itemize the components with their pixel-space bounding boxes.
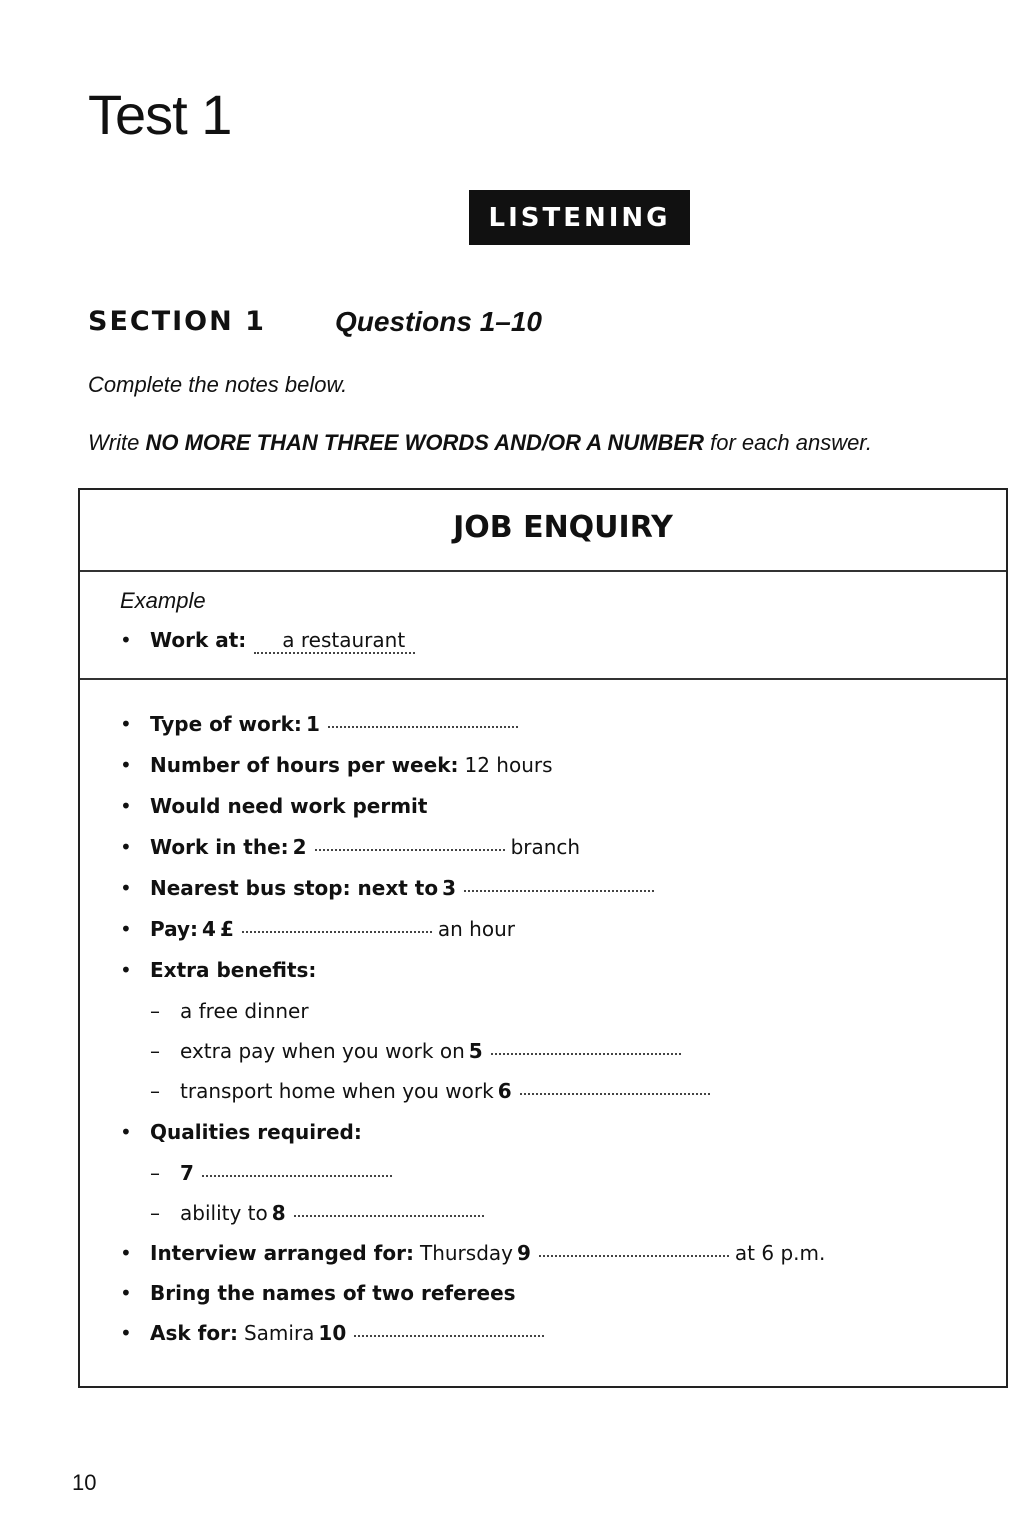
item-ask-for: • Ask for: Samira 10 (120, 1321, 544, 1345)
instruction-complete-notes: Complete the notes below. (88, 372, 348, 397)
notes-box (78, 488, 1008, 1388)
bullet-icon: • (120, 712, 132, 736)
answer-blank-3[interactable] (464, 890, 654, 892)
listening-banner: LISTENING (469, 190, 690, 245)
item-work-permit: • Would need work permit (120, 794, 428, 818)
bullet-icon: • (120, 1281, 132, 1305)
item-bus-stop: • Nearest bus stop: next to 3 (120, 876, 654, 900)
bullet-icon: • (120, 876, 132, 900)
bullet-icon: • (120, 835, 132, 859)
bullet-icon: • (120, 1321, 132, 1345)
box-title: JOB ENQUIRY (453, 510, 673, 545)
example-row: • Work at: a restaurant (120, 628, 415, 654)
dash-icon: – (150, 1079, 160, 1103)
instruction-word-limit: Write NO MORE THAN THREE WORDS AND/OR A NUMBER for each answer. (88, 430, 872, 455)
quality-7: – 7 (150, 1161, 392, 1185)
example-divider (80, 678, 1006, 680)
answer-blank-1[interactable] (328, 726, 518, 728)
bullet-icon: • (120, 1241, 132, 1265)
bullet-icon: • (120, 628, 132, 652)
dash-icon: – (150, 1201, 160, 1225)
title-divider (80, 570, 1006, 572)
page-number: 10 (72, 1470, 97, 1495)
questions-range: Questions 1–10 (335, 306, 542, 337)
benefit-extra-pay: – extra pay when you work on 5 (150, 1039, 681, 1063)
item-extra-benefits: • Extra benefits: (120, 958, 317, 982)
benefit-transport: – transport home when you work 6 (150, 1079, 710, 1103)
answer-blank-5[interactable] (491, 1053, 681, 1055)
quality-ability: – ability to 8 (150, 1201, 484, 1225)
answer-blank-2[interactable] (315, 849, 505, 851)
item-referees: • Bring the names of two referees (120, 1281, 516, 1305)
section-heading: SECTION 1 (88, 306, 266, 337)
item-interview: • Interview arranged for: Thursday 9 at 6 p.m. (120, 1241, 826, 1265)
bullet-icon: • (120, 958, 132, 982)
dash-icon: – (150, 999, 160, 1023)
bullet-icon: • (120, 753, 132, 777)
answer-blank-10[interactable] (354, 1335, 544, 1337)
answer-blank-9[interactable] (539, 1255, 729, 1257)
answer-blank-8[interactable] (294, 1215, 484, 1217)
example-label: Example (120, 588, 206, 613)
bullet-icon: • (120, 1120, 132, 1144)
item-qualities: • Qualities required: (120, 1120, 362, 1144)
item-work-in: • Work in the: 2 branch (120, 835, 581, 859)
test-title: Test 1 (88, 83, 232, 146)
item-hours: • Number of hours per week: 12 hours (120, 753, 553, 777)
answer-blank-6[interactable] (520, 1093, 710, 1095)
bullet-icon: • (120, 794, 132, 818)
item-type-of-work: • Type of work: 1 (120, 712, 518, 736)
dash-icon: – (150, 1161, 160, 1185)
example-answer: a restaurant (254, 628, 415, 654)
benefit-free-dinner: – a free dinner (150, 999, 309, 1023)
answer-blank-4[interactable] (242, 931, 432, 933)
item-pay: • Pay: 4 £ an hour (120, 917, 515, 941)
answer-blank-7[interactable] (202, 1175, 392, 1177)
dash-icon: – (150, 1039, 160, 1063)
bullet-icon: • (120, 917, 132, 941)
